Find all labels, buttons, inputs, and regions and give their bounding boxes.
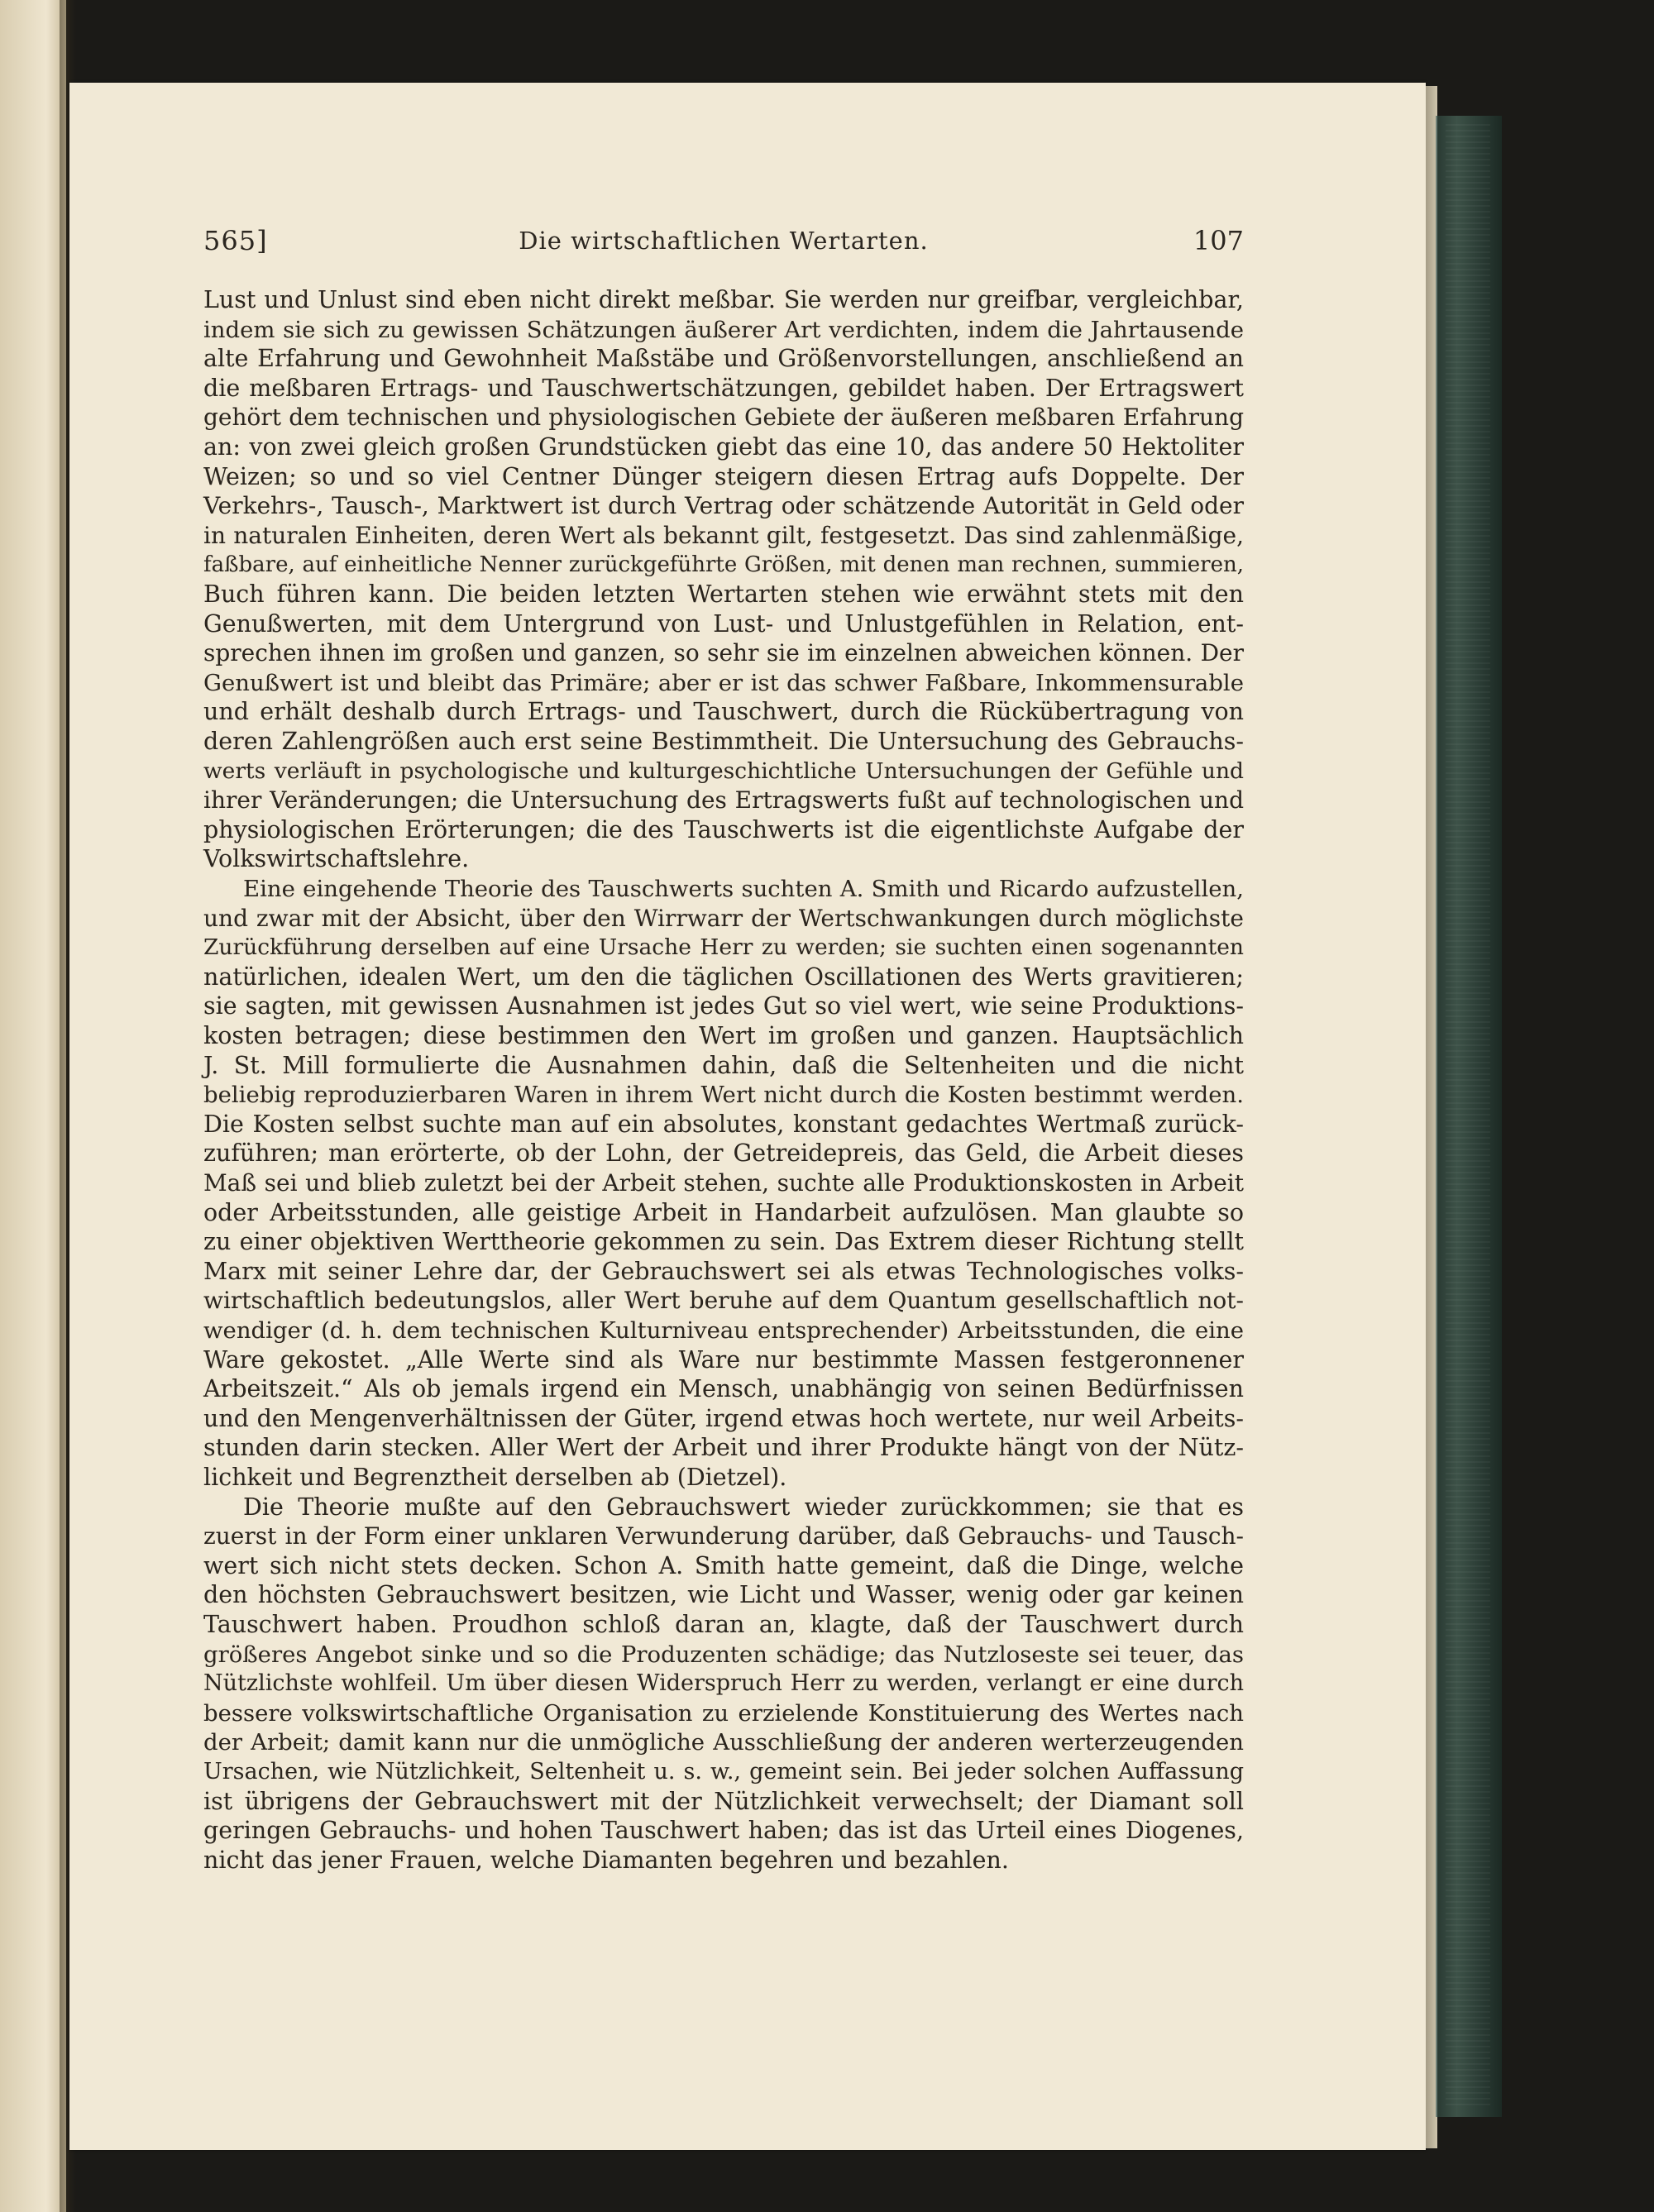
- text-line: in naturalen Einheiten, deren Wert als bekannt gilt, festgesetzt. Das sind zahlenmäßige,: [203, 521, 1244, 549]
- text-line: Zurückführung derselben auf eine Ursache Herr zu werden; sie suchten einen sogenannten: [203, 934, 1244, 961]
- text-line: Tauschwert haben. Proudhon schloß daran an, klagte, daß der Tauschwert durch: [203, 1611, 1244, 1638]
- text-line: Buch führen kann. Die beiden letzten Wertarten stehen wie erwähnt stets mit den: [203, 580, 1244, 608]
- text-line: ihrer Veränderungen; die Untersuchung des Ertragswerts fußt auf technologischen und: [203, 786, 1244, 815]
- body-text: [203, 285, 1244, 1980]
- text-line: werts verläuft in psychologische und kulturgeschichtliche Untersuchungen der Gefühle und: [203, 757, 1244, 784]
- text-line: Maß sei und blieb zuletzt bei der Arbeit stehen, suchte alle Produktionskosten in Arbeit: [203, 1169, 1244, 1197]
- running-header: [203, 225, 1244, 266]
- text-line: die meßbaren Ertrags- und Tauschwertschätzungen, gebildet haben. Der Ertragswert: [203, 374, 1244, 402]
- text-line: Genußwerten, mit dem Untergrund von Lust- und Unlustgefühlen in Relation, ent-: [203, 609, 1244, 638]
- text-line: Die Kosten selbst suchte man auf ein absolutes, konstant gedachtes Wertmaß zurück-: [203, 1110, 1244, 1138]
- text-line: Verkehrs-, Tausch-, Marktwert ist durch Vertrag oder schätzende Autorität in Geld oder: [203, 492, 1244, 520]
- text-line: Marx mit seiner Lehre dar, der Gebrauchswert sei als etwas Technologisches volks-: [203, 1257, 1244, 1285]
- header-left: 565]: [203, 225, 268, 256]
- text-line: J. St. Mill formulierte die Ausnahmen dahin, daß die Seltenheiten und die nicht: [203, 1051, 1244, 1079]
- text-line: zuführen; man erörterte, ob der Lohn, der Getreidepreis, das Geld, die Arbeit dieses: [203, 1139, 1244, 1168]
- text-line: nicht das jener Frauen, welche Diamanten begehren und bezahlen.: [203, 1846, 1009, 1874]
- text-line: Weizen; so und so viel Centner Dünger steigern diesen Ertrag aufs Doppelte. Der: [203, 462, 1244, 490]
- text-line: beliebig reproduzierbaren Waren in ihrem Wert nicht durch die Kosten bestimmt werden.: [203, 1082, 1244, 1109]
- text-line: größeres Angebot sinke und so die Produzenten schädige; das Nutzloseste sei teuer, das: [203, 1641, 1244, 1668]
- paragraph-start-line: Eine eingehende Theorie des Tauschwerts suchten A. Smith und Ricardo aufzustellen,: [243, 876, 1244, 902]
- text-line: indem sie sich zu gewissen Schätzungen äußerer Art verdichten, indem die Jahrtausende: [203, 316, 1244, 343]
- paragraph-start-line: Die Theorie mußte auf den Gebrauchswert wieder zurückkommen; sie that es: [243, 1493, 1244, 1521]
- text-line: wirtschaftlich bedeutungslos, aller Wert beruhe auf dem Quantum gesellschaftlich not-: [203, 1287, 1244, 1315]
- text-line: oder Arbeitsstunden, alle geistige Arbeit in Handarbeit aufzulösen. Man glaubte so: [203, 1198, 1244, 1226]
- text-line: zuerst in der Form einer unklaren Verwunderung darüber, daß Gebrauchs- und Tausch-: [203, 1522, 1244, 1550]
- left-page-edge: [0, 0, 66, 2212]
- text-line: alte Erfahrung und Gewohnheit Maßstäbe und Größenvorstellungen, anschließend an: [203, 345, 1244, 373]
- text-line: geringen Gebrauchs- und hohen Tauschwert haben; das ist das Urteil eines Diogenes,: [203, 1817, 1244, 1845]
- text-line: Lust und Unlust sind eben nicht direkt meßbar. Sie werden nur greifbar, vergleichbar,: [203, 286, 1244, 313]
- text-line: lichkeit und Begrenztheit derselben ab (Dietzel).: [203, 1464, 787, 1491]
- text-line: Volkswirtschaftslehre.: [203, 845, 470, 873]
- text-line: Genußwert ist und bleibt das Primäre; aber er ist das schwer Faßbare, Inkommensurable: [203, 669, 1244, 696]
- cover-texture: [1446, 124, 1490, 2109]
- text-line: Nützlichste wohlfeil. Um über diesen Widerspruch Herr zu werden, verlangt er eine durch: [203, 1670, 1244, 1697]
- text-line: wert sich nicht stets decken. Schon A. Smith hatte gemeint, daß die Dinge, welche: [203, 1551, 1244, 1579]
- header-title: Die wirtschaftlichen Wertarten.: [519, 227, 929, 255]
- text-line: physiologischen Erörterungen; die des Tauschwerts ist die eigentlichste Aufgabe der: [203, 815, 1244, 843]
- text-line: wendiger (d. h. dem technischen Kulturniveau entsprechender) Arbeitsstunden, die eine: [203, 1317, 1244, 1344]
- text-line: der Arbeit; damit kann nur die unmögliche Ausschließung der anderen werterzeugenden: [203, 1729, 1244, 1756]
- text-line: ist übrigens der Gebrauchswert mit der Nützlichkeit verwechselt; der Diamant soll: [203, 1787, 1244, 1815]
- text-line: und den Mengenverhältnissen der Güter, irgend etwas hoch wertete, nur weil Arbeits-: [203, 1404, 1244, 1432]
- text-line: bessere volkswirtschaftliche Organisation zu erzielende Konstituierung des Wertes nach: [203, 1699, 1244, 1727]
- text-line: und erhält deshalb durch Ertrags- und Tauschwert, durch die Rückübertragung von: [203, 698, 1244, 726]
- text-line: und zwar mit der Absicht, über den Wirrwarr der Wertschwankungen durch möglichste: [203, 904, 1244, 932]
- text-line: sie sagten, mit gewissen Ausnahmen ist jedes Gut so viel wert, wie seine Produktions-: [203, 992, 1244, 1020]
- text-line: Ursachen, wie Nützlichkeit, Seltenheit u. s. w., gemeint sein. Bei jeder solchen Auffassung: [203, 1759, 1244, 1784]
- text-line: stunden darin stecken. Aller Wert der Arbeit und ihrer Produkte hängt von der Nütz-: [203, 1434, 1244, 1462]
- text-line: Arbeitszeit.“ Als ob jemals irgend ein Mensch, unabhängig von seinen Bedürfnissen: [203, 1375, 1244, 1403]
- text-line: deren Zahlengrößen auch erst seine Bestimmtheit. Die Untersuchung des Gebrauchs-: [203, 728, 1244, 755]
- text-line: zu einer objektiven Werttheorie gekommen zu sein. Das Extrem dieser Richtung stellt: [203, 1228, 1244, 1256]
- page-number: 107: [1193, 225, 1244, 256]
- text-line: an: von zwei gleich großen Grundstücken giebt das eine 10, das andere 50 Hektoliter: [203, 433, 1244, 461]
- text-line: natürlichen, idealen Wert, um den die täglichen Oscillationen des Werts gravitieren;: [203, 963, 1244, 991]
- text-line: den höchsten Gebrauchswert besitzen, wie Licht und Wasser, wenig oder gar keinen: [203, 1581, 1244, 1609]
- text-line: gehört dem technischen und physiologischen Gebiete der äußeren meßbaren Erfahrung: [203, 404, 1244, 432]
- text-line: kosten betragen; diese bestimmen den Wert im großen und ganzen. Hauptsächlich: [203, 1022, 1244, 1049]
- text-line: sprechen ihnen im großen und ganzen, so sehr sie im einzelnen abweichen können. Der: [203, 639, 1244, 667]
- text-line: Ware gekostet. „Alle Werte sind als Ware nur bestimmte Massen festgeronnener: [203, 1345, 1244, 1374]
- text-line: faßbare, auf einheitliche Nenner zurückgeführte Größen, mit denen man rechnen, summieren,: [203, 552, 1244, 578]
